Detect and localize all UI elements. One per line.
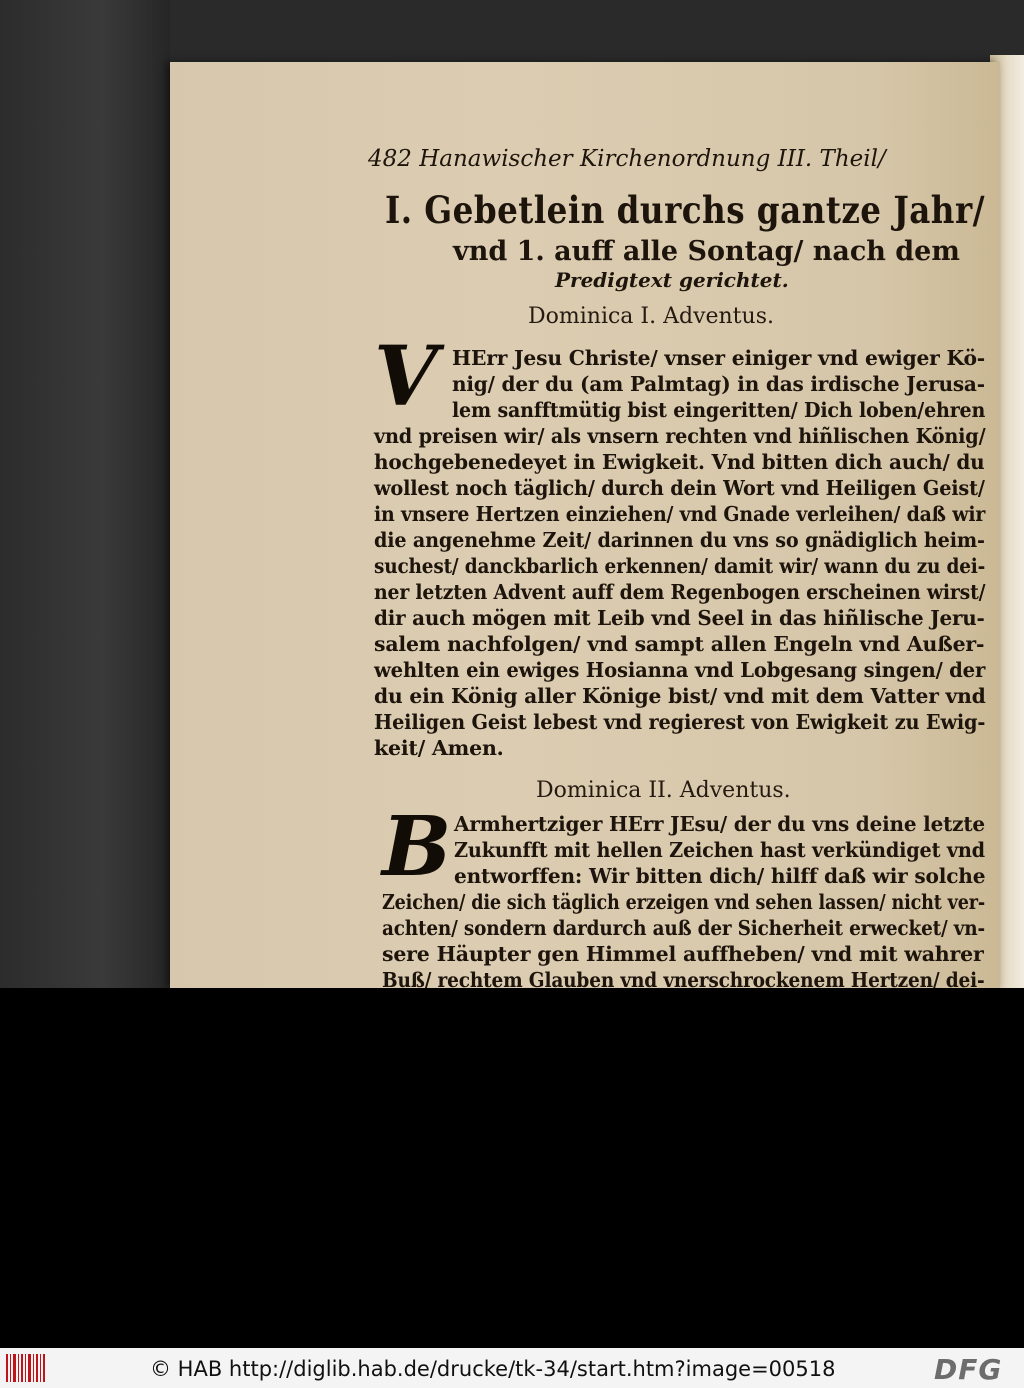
text-line: Zeichen/ die sich täglich erzeigen vnd sehen lassen/ nicht ver-: [382, 890, 985, 914]
prayer-heading: Dominica II. Adventus.: [536, 778, 791, 803]
text-line: Zukunfft mit hellen Zeichen hast verkündiget vnd: [454, 838, 985, 862]
copyright-link[interactable]: © HAB http://diglib.hab.de/drucke/tk-34/start.htm?image=00518: [150, 1357, 836, 1381]
text-line: lem sanfftmütig bist eingeritten/ Dich loben/ehren: [452, 398, 986, 422]
text-line: du ein König aller Könige bist/ vnd mit dem Vatter vnd: [374, 684, 986, 708]
section-subtitle-2: Predigtext gerichtet.: [555, 268, 789, 292]
binding-shadow: [0, 0, 170, 988]
text-line: HErr Jesu Christe/ vnser einiger vnd ewiger Kö-: [452, 346, 986, 370]
text-line: achten/ sondern dardurch auß der Sicherheit erwecket/ vn-: [382, 916, 985, 940]
text-line: nig/ der du (am Palmtag) in das irdische Jerusa-: [452, 372, 985, 396]
text-line: die angenehme Zeit/ darinnen du vns so gnädiglich heim-: [374, 528, 985, 552]
prayer-heading: Dominica I. Adventus.: [528, 304, 774, 329]
decorated-initial: B: [382, 799, 452, 895]
hab-barcode-icon: [6, 1354, 46, 1382]
text-line: entworffen: Wir bitten dich/ hilff daß wir solche: [454, 864, 986, 888]
text-line: in vnsere Hertzen einziehen/ vnd Gnade verleihen/ daß wir: [374, 502, 986, 526]
text-line: vnd preisen wir/ als vnsern rechten vnd hiñlischen König/: [374, 424, 986, 448]
text-line: wollest noch täglich/ durch dein Wort vnd Heiligen Geist/: [374, 476, 985, 500]
text-line: Buß/ rechtem Glauben vnd vnerschrockenem Hertzen/ dei-: [382, 968, 985, 988]
decorated-initial: V: [374, 329, 438, 425]
text-line: suchest/ danckbarlich erkennen/ damit wir/ wann du zu dei-: [374, 554, 986, 578]
text-line: salem nachfolgen/ vnd sampt allen Engeln vnd Außer-: [374, 632, 985, 656]
text-line: dir auch mögen mit Leib vnd Seel in das hiñlische Jeru-: [374, 606, 985, 630]
text-line: keit/ Amen.: [374, 736, 504, 760]
text-line: wehlten ein ewiges Hosianna vnd Lobgesang singen/ der: [374, 658, 986, 682]
text-line: ner letzten Advent auff dem Regenbogen erscheinen wirst/: [374, 580, 986, 604]
text-line: hochgebenedeyet in Ewigkeit. Vnd bitten dich auch/ du: [374, 450, 985, 474]
running-head: 482 Hanawischer Kirchenordnung III. Theil/: [368, 146, 886, 172]
section-subtitle: vnd 1. auff alle Sontag/ nach dem: [453, 236, 960, 267]
section-title: I. Gebetlein durchs gantze Jahr/: [385, 188, 985, 232]
text-line: sere Häupter gen Himmel auffheben/ vnd mit wahrer: [382, 942, 984, 966]
dfg-logo: DFG: [934, 1353, 1003, 1386]
footer-bar: [0, 1348, 1024, 1388]
text-line: Heiligen Geist lebest vnd regierest von Ewigkeit zu Ewig-: [374, 710, 986, 734]
text-line: Armhertziger HErr JEsu/ der du vns deine letzte: [454, 812, 985, 836]
